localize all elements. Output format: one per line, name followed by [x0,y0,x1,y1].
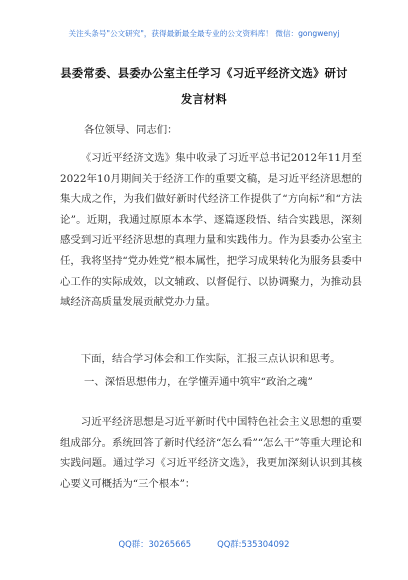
salutation: 各位领导、同志们： [84,124,178,136]
section-heading-1: 一、深悟思想伟力，在学懂弄通中筑牢“政治之魂” [84,376,313,388]
footer-qq-group-2[interactable]: QQ群:535304092 [217,539,290,549]
footer-contacts [0,538,408,550]
paragraph-transition: 下面，结合学习体会和工作实际，汇报三点认识和思考。 [80,353,341,365]
promo-banner[interactable]: 关注头条号"公文研究"，获得最新最全最专业的公文资料库！ 微信：gongwenyj [68,29,340,38]
footer-qq-group-1[interactable]: QQ群：30265665 [118,539,192,549]
paragraph-intro: 《习近平经济文选》集中收录了习近平总书记2012年11月至2022年10月期间关于经济工作的重要文稿，是习近平经济思想的集大成之作，为我们做好新时代经济工作提供了“方向标”和“方法论”。近期，我通过原原本本学、逐篇逐段悟、结合实践思，深刻感受到习近平经济思想的真理力量和实践伟力。作为县委办公室主任，我将坚持“党办姓党”根本属性，把学习成果转化为服务县委中心工作的实际成效，以文辅政、以督促行、以协调聚力，为推动县域经济高质量发展贡献党办力量。 [60,152,362,309]
document-title-line1: 县委常委、县委办公室主任学习《习近平经济文选》研讨 [60,66,348,80]
document-title-line2: 发言材料 [181,92,227,106]
paragraph-section1: 习近平经济思想是习近平新时代中国特色社会主义思想的重要组成部分。系统回答了新时代经济“怎么看”“怎么干”等重大理论和实践问题。通过学习《习近平经济文选》，我更加深刻认识到其核心要义可概括为“三个根本”： [60,416,362,490]
